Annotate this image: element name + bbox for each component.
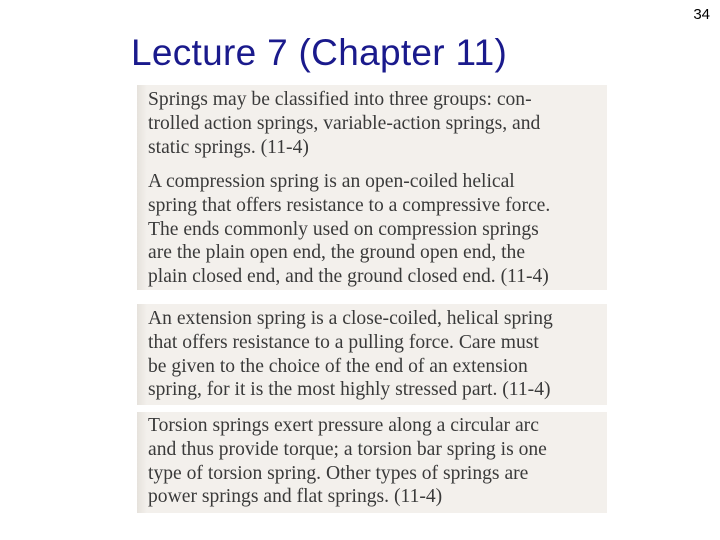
text-line: are the plain open end, the ground open end, the bbox=[148, 242, 526, 264]
text-line: The ends commonly used on compression springs bbox=[148, 218, 539, 240]
text-line: A compression spring is an open-coiled helical bbox=[148, 171, 515, 192]
paragraph-extension-spring bbox=[148, 307, 553, 402]
paragraph-divider bbox=[137, 405, 607, 412]
text-line: Torsion springs exert pressure along a circular arc bbox=[148, 415, 539, 436]
text-line: spring, for it is the most highly stressed part. (11-4) bbox=[148, 379, 551, 401]
paragraph-spring-groups bbox=[148, 88, 540, 159]
text-line: Springs may be classified into three groups: con- bbox=[148, 89, 532, 110]
text-line: type of torsion spring. Other types of springs are bbox=[148, 462, 529, 484]
slide-number: 34 bbox=[693, 6, 710, 23]
slide-title: Lecture 7 (Chapter 11) bbox=[131, 32, 508, 73]
text-line: be given to the choice of the end of an extension bbox=[148, 355, 528, 377]
paragraph-compression-spring bbox=[148, 170, 550, 289]
text-line: plain closed end, and the ground closed end. (11-4) bbox=[148, 266, 549, 288]
text-line: spring that offers resistance to a compressive force. bbox=[148, 194, 551, 216]
text-line: An extension spring is a close-coiled, helical spring bbox=[148, 308, 553, 329]
paragraph-divider bbox=[137, 290, 607, 304]
text-line: that offers resistance to a pulling force. Care must bbox=[148, 331, 539, 353]
text-line: static springs. (11-4) bbox=[148, 136, 309, 158]
text-line: trolled action springs, variable-action springs, and bbox=[148, 112, 541, 134]
text-line: and thus provide torque; a torsion bar spring is one bbox=[148, 438, 547, 460]
text-line: power springs and flat springs. (11-4) bbox=[148, 486, 443, 508]
paragraph-torsion-spring bbox=[148, 414, 547, 509]
